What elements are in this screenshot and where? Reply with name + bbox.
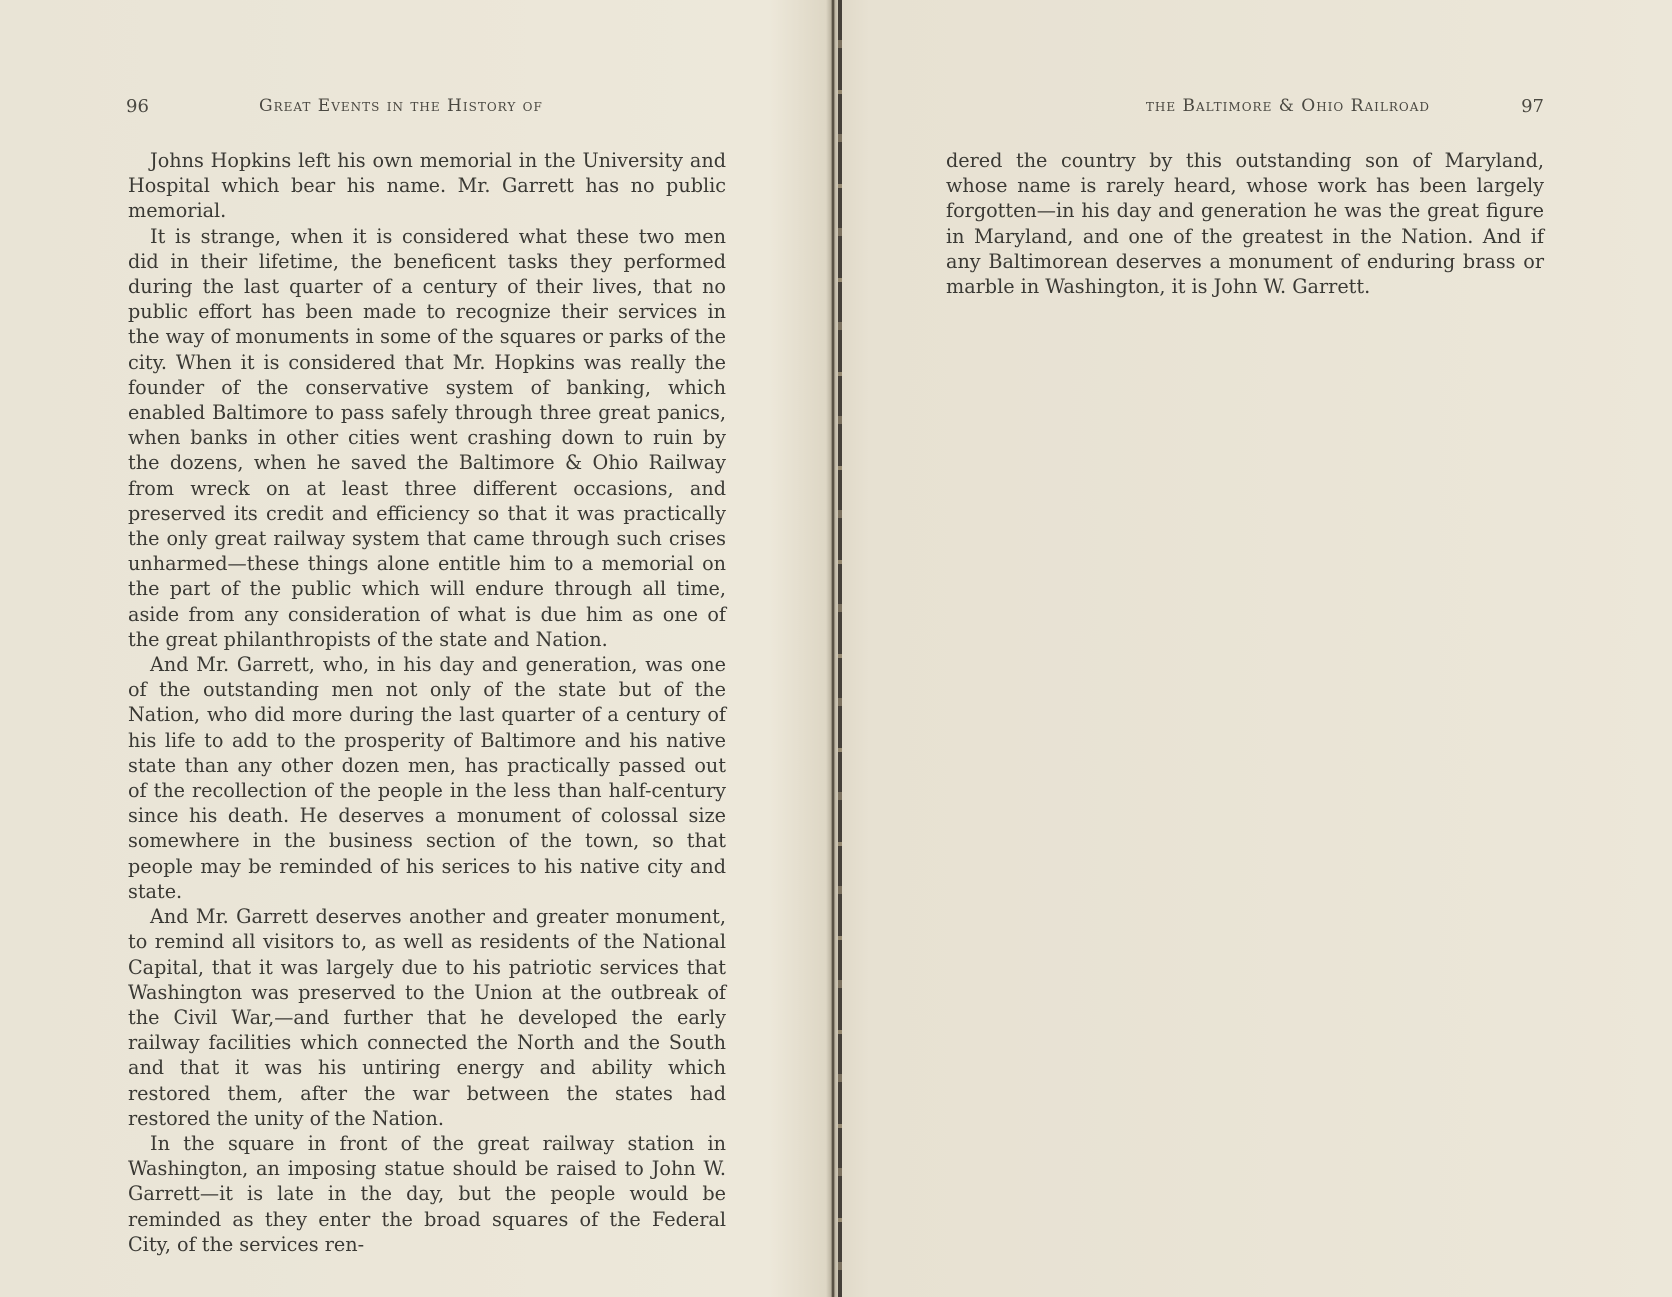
right-page [842,0,1672,1297]
left-paragraph-1: Johns Hopkins left his own memorial in the University and Hospital which bear his name. Mr. Garrett has no public memorial. [128,149,726,223]
left-paragraph-4: And Mr. Garrett deserves another and greater monument, to remind all visitors to, as well as residents of the National Capital, that it was largely due to his patriotic services that Washington was preserved to the Union at the outbreak of the Civil War,—and further that he developed the early railway facilities which connected the North and the South and that it was his untiring energy and ability which restored them, after the war between the states had restored the unity of the Nation. [128,905,726,1130]
left-running-head [126,96,726,126]
left-running-head-title: Great Events in the History of [259,96,543,116]
left-paragraph-5: In the square in front of the great railway station in Washington, an imposing statue should be raised to John W. Garrett—it is late in the day, but the people would be reminded as they enter the broad squares of the Federal City, of the services ren- [128,1131,726,1256]
right-page-number: 97 [1521,96,1544,117]
left-body-text [128,148,726,1257]
left-paragraph-3: And Mr. Garrett, who, in his day and generation, was one of the outstanding men not only of the state but of the Nation, who did more during the last quarter of a century of his life to add to the prosperity of Baltimore and his native state than any other dozen men, has practically passed out of the recollection of the people in the less than half-century since his death. He deserves a monument of colossal size somewhere in the business section of the town, so that people may be reminded of his serices to his native city and state. [128,653,726,903]
left-page-number: 96 [126,96,149,117]
right-running-head [842,96,1544,126]
left-page [0,0,826,1297]
right-body-text [946,148,1544,299]
right-paragraph-1: dered the country by this outstanding son of Maryland, whose name is rarely heard, whose work has been largely forgotten—in his day and generation he was the great figure in Maryland, and one of the greatest in the Nation. And if any Baltimorean deserves a monument of enduring brass or marble in Washington, it is John W. Garrett. [946,149,1544,299]
right-running-head-title: the Baltimore & Ohio Railroad [1145,96,1430,116]
left-paragraph-2: It is strange, when it is considered what these two men did in their lifetime, the beneficent tasks they performed during the last quarter of a century of their lives, that no public effort has been made to recognize their services in the way of monuments in some of the squares or parks of the city. When it is considered that Mr. Hopkins was really the founder of the conservative system of banking, which enabled Baltimore to pass safely through three great panics, when banks in other cities went crashing down to ruin by the dozens, when he saved the Baltimore & Ohio Railway from wreck on at least three different occasions, and preserved its credit and efficiency so that it was practically the only great railway system that came through such crises unharmed—these things alone entitle him to a memorial on the part of the public which will endure through all time, aside from any consideration of what is due him as one of the great philanthropists of the state and Nation. [128,224,726,651]
